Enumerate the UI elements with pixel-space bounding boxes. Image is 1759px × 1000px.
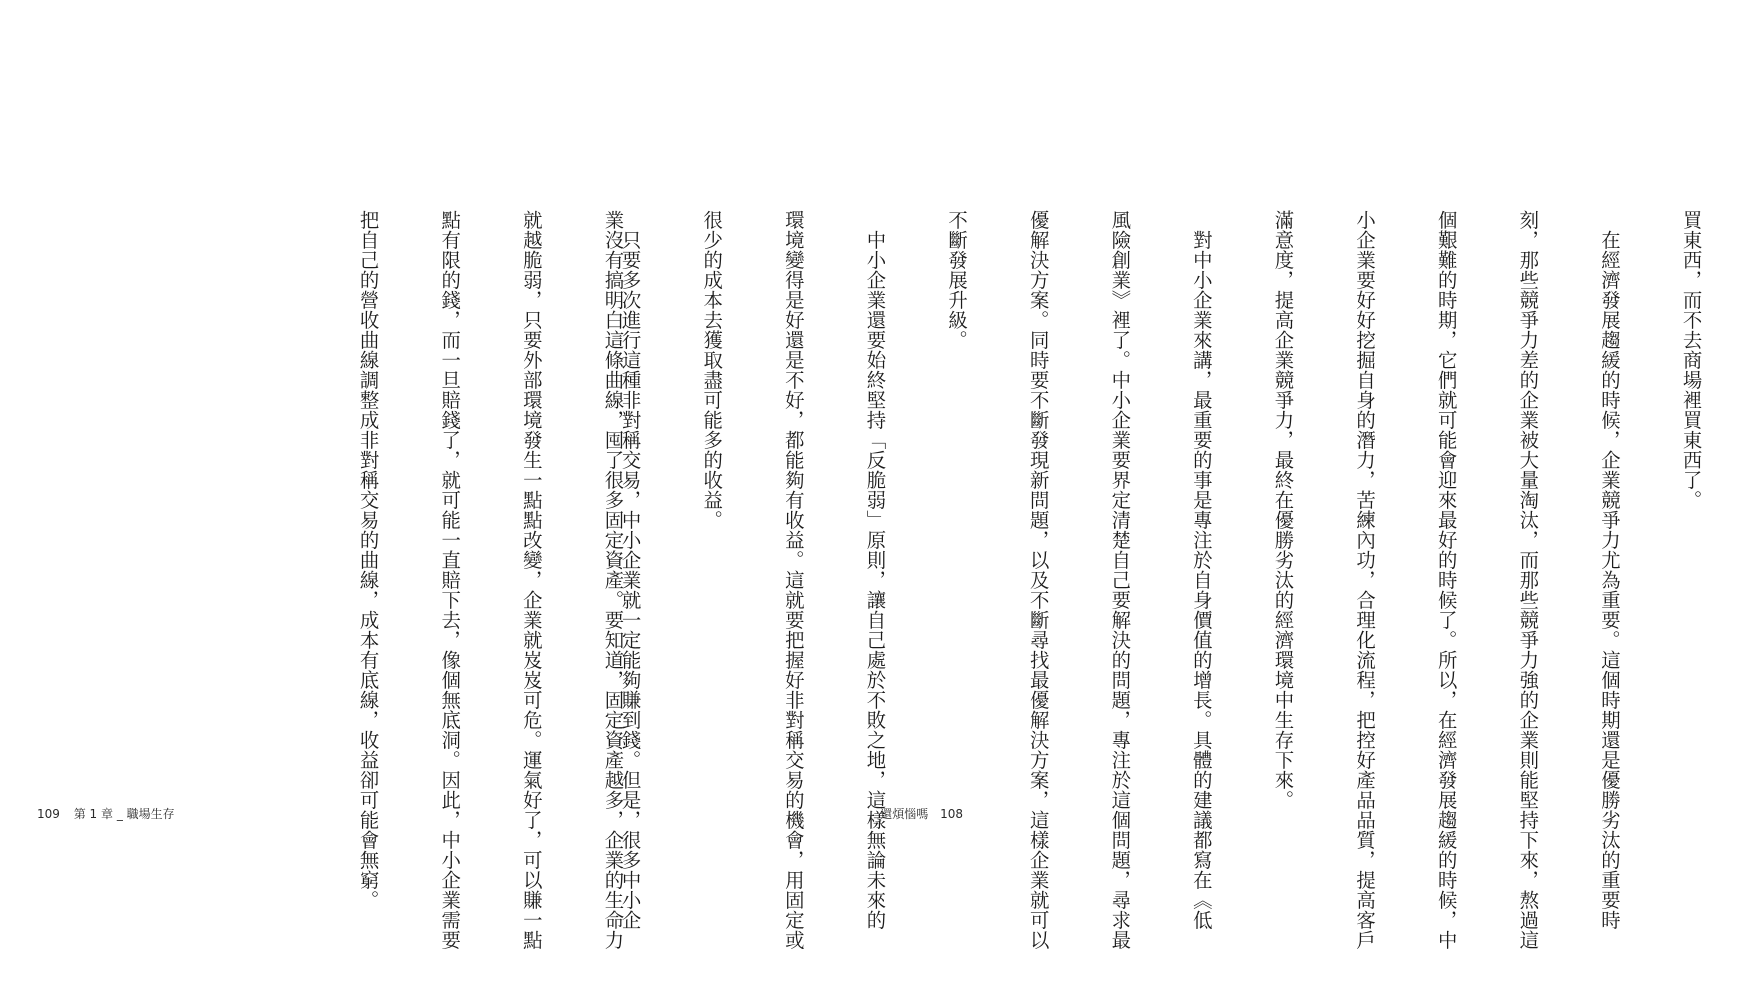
right-page-footer bbox=[880, 805, 963, 822]
left-page-number: 109 bbox=[37, 807, 60, 821]
text-column: 小企業要好好挖掘自身的潛力，苦練內功，合理化流程，把控好產品品質，提高客戶 bbox=[1353, 210, 1377, 950]
text-column: 滿意度，提高企業競爭力，最終在優勝劣汰的經濟環境中生存下來。 bbox=[1271, 210, 1295, 810]
text-column: 很少的成本去獲取盡可能多的收益。 bbox=[700, 210, 724, 530]
text-column: 在經濟發展趨緩的時候，企業競爭力尤為重要。這個時期還是優勝劣汰的重要時 bbox=[1597, 210, 1621, 930]
text-column: 個艱難的時期，它們就可能會迎來最好的時候了。所以，在經濟發展趨緩的時候，中 bbox=[1434, 210, 1458, 950]
text-column: 點有限的錢，而一旦賠錢了，就可能一直賠下去，像個無底洞。因此，中小企業需要 bbox=[438, 210, 462, 950]
text-column: 中小企業還要始終堅持「反脆弱」原則，讓自己處於不敗之地，這樣無論未來的 bbox=[863, 210, 887, 930]
text-column: 買東西，而不去商場裡買東西了。 bbox=[1679, 210, 1703, 510]
left-page-footer bbox=[37, 805, 175, 822]
right-running-footer: 還煩惱嗎 bbox=[880, 807, 929, 821]
text-column: 對中小企業來講，最重要的事是專注於自身價值的增長。具體的建議都寫在《低 bbox=[1189, 210, 1213, 930]
right-page-number: 108 bbox=[940, 807, 963, 821]
text-column: 不斷發展升級。 bbox=[945, 210, 969, 350]
text-column: 就越脆弱，只要外部環境發生一點點改變，企業就岌岌可危。運氣好了，可以賺一點 bbox=[519, 210, 543, 950]
left-running-footer: 第 1 章 _ 職場生存 bbox=[73, 807, 175, 821]
text-column: 業沒有搞明白這條曲線，囤了很多固定資產。要知道，固定資產越多，企業的生命力 bbox=[601, 210, 625, 950]
text-column: 只要多次進行這種非對稱交易，中小企業就一定能夠賺到錢。但是，很多中小企 bbox=[618, 210, 642, 930]
text-column: 刻，那些競爭力差的企業被大量淘汰，而那些競爭力強的企業則能堅持下來，熬過這 bbox=[1516, 210, 1540, 950]
text-column: 風險創業》裡了。中小企業要界定清楚自己要解決的問題，專注於這個問題，尋求最 bbox=[1108, 210, 1132, 950]
text-column: 把自己的營收曲線調整成非對稱交易的曲線，成本有底線，收益卻可能會無窮。 bbox=[356, 210, 380, 910]
text-column: 環境變得是好還是不好，都能夠有收益。這就要把握好非對稱交易的機會，用固定或 bbox=[781, 210, 805, 950]
text-column: 優解決方案。同時要不斷發現新問題，以及不斷尋找最優解決方案，這樣企業就可以 bbox=[1026, 210, 1050, 950]
